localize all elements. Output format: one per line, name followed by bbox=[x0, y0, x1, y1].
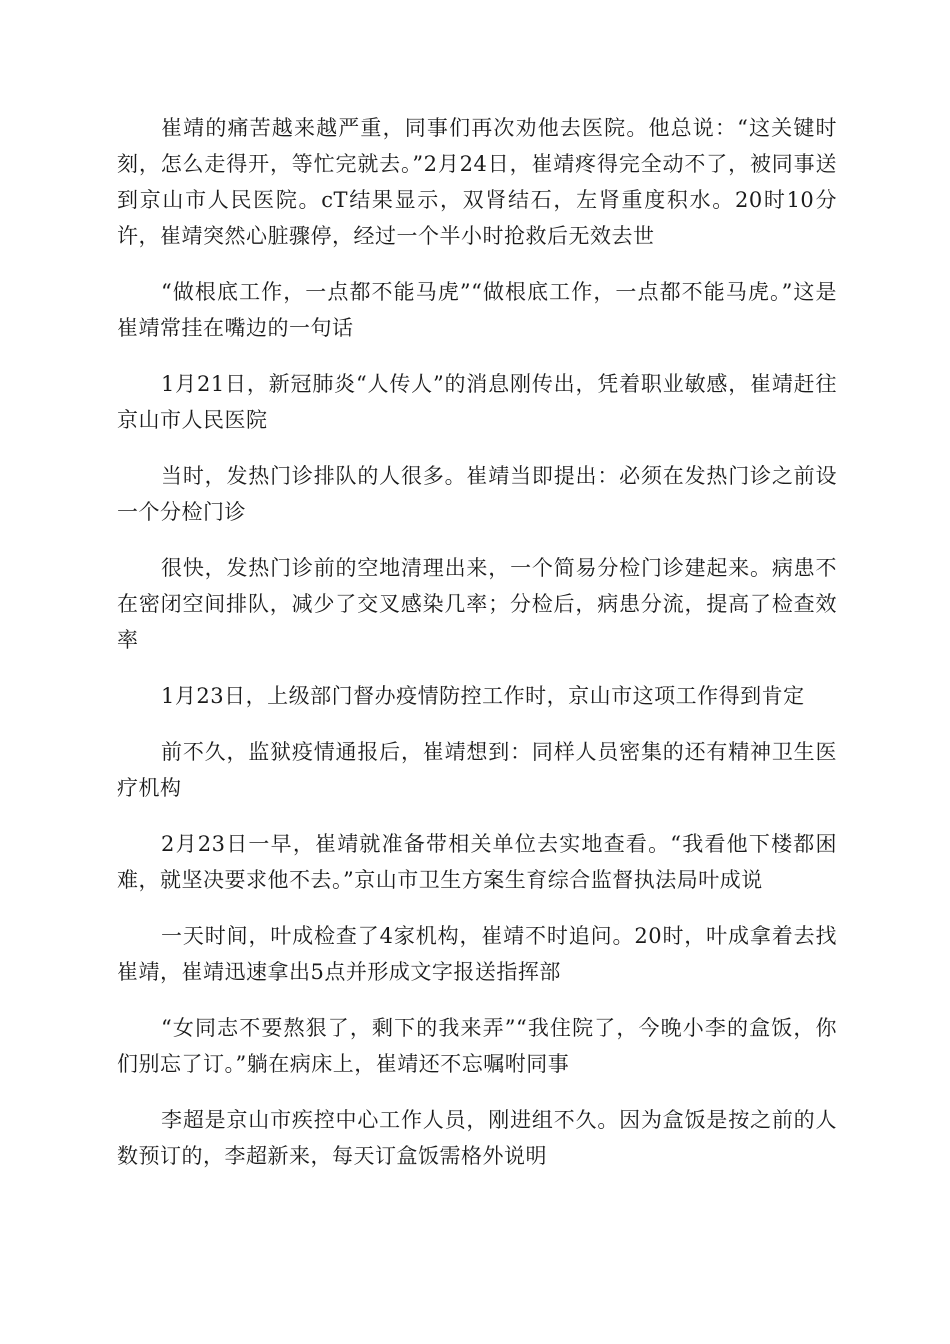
paragraph-10: “女同志不要熬狠了，剩下的我来弄”“我住院了，今晚小李的盒饭，你们别忘了订。”躺在病床上，崔靖还不忘嘱咐同事 bbox=[117, 1016, 837, 1076]
paragraph-6: 1月23日，上级部门督办疫情防控工作时，京山市这项工作得到肯定 bbox=[161, 684, 805, 708]
paragraph-7: 前不久，监狱疫情通报后，崔靖想到：同样人员密集的还有精神卫生医疗机构 bbox=[117, 740, 837, 800]
paragraph-2: “做根底工作，一点都不能马虎”“做根底工作，一点都不能马虎。”这是崔靖常挂在嘴边的一句话 bbox=[117, 280, 837, 340]
paragraph-4: 当时，发热门诊排队的人很多。崔靖当即提出：必须在发热门诊之前设一个分检门诊 bbox=[117, 464, 837, 524]
paragraph-9: 一天时间，叶成检查了4家机构，崔靖不时追问。20时，叶成拿着去找崔靖，崔靖迅速拿出5点并形成文字报送指挥部 bbox=[117, 924, 837, 984]
paragraph-8: 2月23日一早，崔靖就准备带相关单位去实地查看。“我看他下楼都困难，就坚决要求他不去。”京山市卫生方案生育综合监督执法局叶成说 bbox=[117, 832, 837, 892]
paragraph-3: 1月21日，新冠肺炎“人传人”的消息刚传出，凭着职业敏感，崔靖赶往京山市人民医院 bbox=[117, 372, 837, 432]
article-body bbox=[117, 110, 837, 1194]
paragraph-11: 李超是京山市疾控中心工作人员，刚进组不久。因为盒饭是按之前的人数预订的，李超新来，每天订盒饭需格外说明 bbox=[117, 1108, 837, 1168]
paragraph-5: 很快，发热门诊前的空地清理出来，一个简易分检门诊建起来。病患不在密闭空间排队，减少了交叉感染几率；分检后，病患分流，提高了检查效率 bbox=[117, 556, 837, 652]
paragraph-1: 崔靖的痛苦越来越严重，同事们再次劝他去医院。他总说：“这关键时刻，怎么走得开，等忙完就去。”2月24日，崔靖疼得完全动不了，被同事送到京山市人民医院。cT结果显示，双肾结石，左肾重度积水。20时10分许，崔靖突然心脏骤停，经过一个半小时抢救后无效去世 bbox=[117, 116, 837, 248]
